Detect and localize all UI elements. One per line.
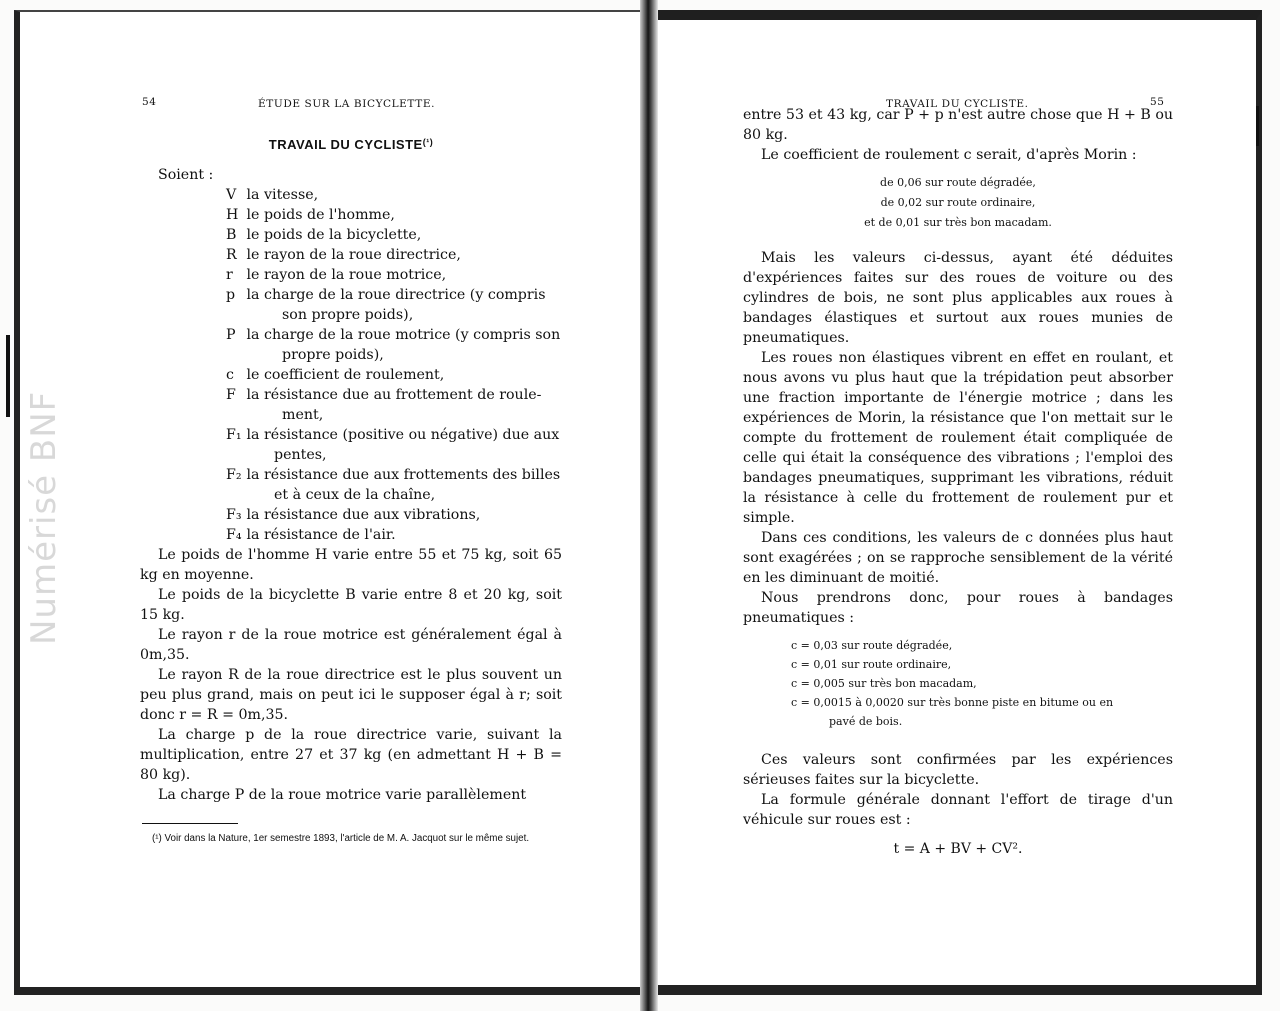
variable-symbol: F₃ (226, 507, 242, 523)
variable-item (226, 385, 562, 425)
body-paragraph: Le coefficient de roulement c serait, d'après Morin : (761, 147, 1137, 163)
variable-continuation: pentes, (274, 447, 327, 463)
right-running-title: TRAVAIL DU CYCLISTE. (886, 98, 1029, 110)
digitization-watermark: Numérisé BNF (24, 390, 64, 645)
morin-coefficient: de 0,02 sur route ordinaire, (880, 196, 1036, 209)
variable-item (226, 505, 562, 525)
variable-item (226, 325, 562, 365)
body-paragraph: Le poids de la bicyclette B varie entre 8 et 20 kg, soit 15 kg. (140, 587, 562, 623)
variable-description: la résistance de l'air. (246, 527, 396, 543)
body-paragraph: La charge P de la roue motrice varie parallèlement (158, 787, 527, 803)
body-paragraph: Le rayon r de la roue motrice est généralement égal à 0m,35. (140, 627, 562, 663)
variable-continuation: et à ceux de la chaîne, (274, 487, 436, 503)
left-body (140, 545, 562, 805)
variable-symbol: r (226, 267, 233, 283)
variable-description: la charge de la roue motrice (y compris son (246, 327, 561, 343)
coefficient-text: c = 0,03 sur route dégradée, (791, 639, 953, 652)
variable-symbol: c (226, 367, 234, 383)
pneumatic-coefficient (791, 655, 1173, 674)
body-paragraph: La charge p de la roue directrice varie, suivant la multiplication, entre 27 et 37 kg (en admettant H + B = 80 kg). (140, 727, 562, 783)
binding-shadow (6, 335, 10, 417)
footnote-rule (142, 823, 238, 824)
body-paragraph: Mais les valeurs ci-dessus, ayant été déduites d'expériences faites sur des roues de voiture ou des cylindres de bois, ne sont plus applicables aux roues à bandages élastiques et surtout aux roues munies de pneumatiques. (743, 250, 1173, 346)
variable-description: le rayon de la roue directrice, (246, 247, 461, 263)
variable-item (226, 465, 562, 505)
variable-continuation: son propre poids), (282, 307, 414, 323)
right-page-number: 55 (1150, 96, 1165, 108)
variable-item (226, 285, 562, 325)
variable-description: le rayon de la roue motrice, (246, 267, 447, 283)
pneumatic-coefficient (791, 674, 1173, 693)
variable-item (226, 525, 562, 545)
variable-description: la résistance (positive ou négative) due aux (246, 427, 560, 443)
variable-symbol: F (226, 387, 236, 403)
morin-values (743, 173, 1173, 233)
left-running-header (140, 92, 562, 110)
coefficient-text: c = 0,01 sur route ordinaire, (791, 658, 952, 671)
variable-description: la résistance due au frottement de roule- (246, 387, 542, 403)
body-paragraph: Nous prendrons donc, pour roues à bandages pneumatiques : (743, 590, 1173, 626)
traction-formula: t = A + BV + CV². (893, 841, 1023, 857)
variables-list (226, 185, 562, 545)
morin-coefficient: et de 0,01 sur très bon macadam. (864, 216, 1052, 229)
body-paragraph: Le poids de l'homme H varie entre 55 et 75 kg, soit 65 kg en moyenne. (140, 547, 562, 583)
left-page-number: 54 (142, 96, 157, 108)
left-running-title: ÉTUDE SUR LA BICYCLETTE. (258, 98, 436, 110)
coefficient-text: c = 0,0015 à 0,0020 sur très bonne piste en bitume ou en (791, 696, 1114, 709)
variable-continuation: propre poids), (282, 347, 384, 363)
left-page (140, 92, 562, 846)
variable-symbol: p (226, 287, 236, 303)
soient-label: Soient : (158, 167, 214, 183)
variable-symbol: P (226, 327, 236, 343)
variable-description: la résistance due aux frottements des billes (246, 467, 561, 483)
pneumatic-coefficient (791, 693, 1173, 731)
right-running-header (743, 92, 1173, 110)
variable-item (226, 245, 562, 265)
variable-description: le poids de l'homme, (246, 207, 395, 223)
chapter-footnote-ref: (¹) (422, 137, 434, 147)
variable-item (226, 425, 562, 465)
body-paragraph: Le rayon R de la roue directrice est le plus souvent un peu plus grand, mais on peut ici le supposer égal à r; soit donc r = R = 0m,35. (140, 667, 562, 723)
variables-intro (140, 165, 562, 185)
variable-symbol: F₁ (226, 427, 242, 443)
coefficient-continuation: pavé de bois. (829, 715, 903, 728)
pneumatic-coefficient (791, 636, 1173, 655)
right-top-paragraphs (743, 105, 1173, 165)
variable-item (226, 225, 562, 245)
variable-symbol: R (226, 247, 237, 263)
chapter-title (140, 135, 562, 155)
variable-description: le poids de la bicyclette, (246, 227, 422, 243)
variable-symbol: F₂ (226, 467, 242, 483)
variable-symbol: B (226, 227, 237, 243)
variable-symbol: V (226, 187, 237, 203)
right-middle-paragraphs (743, 248, 1173, 628)
coefficient-text: c = 0,005 sur très bon macadam, (791, 677, 977, 690)
body-paragraph: entre 53 et 43 kg, car P + p n'est autre chose que H + B ou 80 kg. (743, 107, 1173, 143)
variable-item (226, 185, 562, 205)
variable-symbol: H (226, 207, 239, 223)
left-footnote: (¹) Voir dans la Nature, 1er semestre 1893, l'article de M. A. Jacquot sur le même sujet. (152, 833, 530, 844)
body-paragraph: Ces valeurs sont confirmées par les expériences sérieuses faites sur la bicyclette. (743, 752, 1173, 788)
variable-description: la vitesse, (246, 187, 319, 203)
variable-symbol: F₄ (226, 527, 242, 543)
variable-description: le coefficient de roulement, (246, 367, 445, 383)
variable-item (226, 365, 562, 385)
right-bottom-paragraphs (743, 750, 1173, 830)
edge-mark (1256, 106, 1259, 146)
pneumatic-values (791, 636, 1173, 731)
body-paragraph: Dans ces conditions, les valeurs de c données plus haut sont exagérées ; on se rapproche sensiblement de la vérité en les diminuant de moitié. (743, 530, 1173, 586)
body-paragraph: La formule générale donnant l'effort de tirage d'un véhicule sur roues est : (743, 792, 1173, 828)
chapter-title-text: TRAVAIL DU CYCLISTE (268, 137, 423, 152)
right-page (743, 92, 1173, 859)
variable-item (226, 265, 562, 285)
variable-description: la charge de la roue directrice (y compris (246, 287, 546, 303)
morin-coefficient: de 0,06 sur route dégradée, (880, 176, 1036, 189)
variable-item (226, 205, 562, 225)
variable-description: la résistance due aux vibrations, (246, 507, 481, 523)
body-paragraph: Les roues non élastiques vibrent en effet en roulant, et nous avons vu plus haut que la trépidation peut absorber une fraction importante de l'énergie motrice ; dans les expériences de Morin, la résistance que l'on mettait sur le compte du frottement de roulement était compliquée de celle qui était la conséquence des vibrations ; l'emploi des bandages pneumatiques, supprimant les vibrations, réduit la résistance à celle du frottement de roulement pur et simple. (743, 350, 1173, 526)
variable-continuation: ment, (282, 407, 324, 423)
book-spine (640, 0, 658, 1011)
